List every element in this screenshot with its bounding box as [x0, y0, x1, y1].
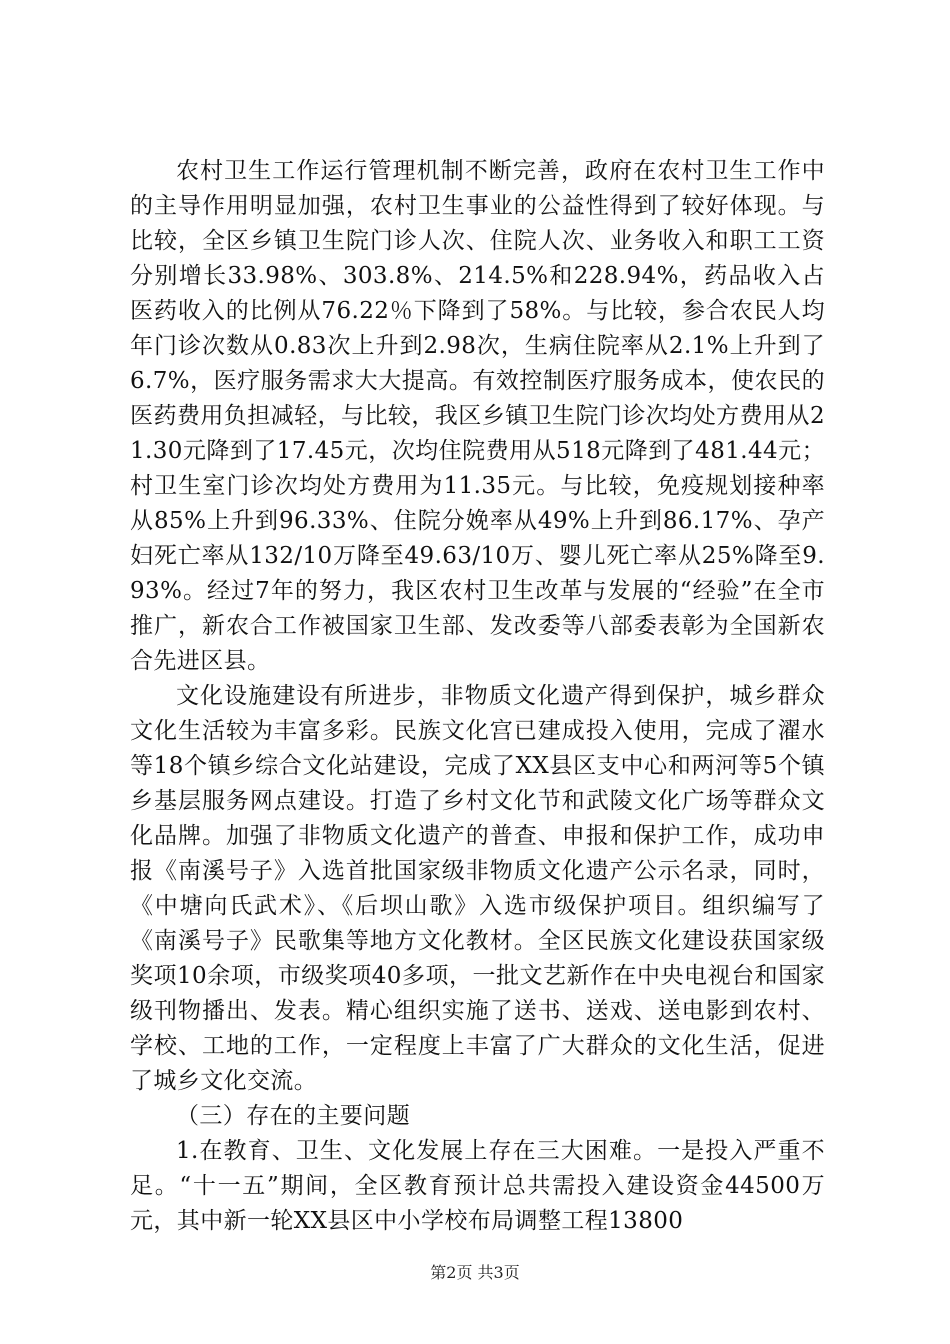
paragraph-culture: 文化设施建设有所进步，非物质文化遗产得到保护，城乡群众文化生活较为丰富多彩。民族文化宫已建成投入使用，完成了濯水等18个镇乡综合文化站建设，完成了XX县区支中心和两河等5个镇乡基层服务网点建设。打造了乡村文化节和武陵文化广场等群众文化品牌。加强了非物质文化遗产的普查、申报和保护工作，成功申报《南溪号子》入选首批国家级非物质文化遗产公示名录，同时，《中塘向氏武术》、《后坝山歌》入选市级保护项目。组织编写了《南溪号子》民歌集等地方文化教材。全区民族文化建设获国家级奖项10余项，市级奖项40多项，一批文艺新作在中央电视台和国家级刊物播出、发表。精心组织实施了送书、送戏、送电影到农村、学校、工地的工作，一定程度上丰富了广大群众的文化生活，促进了城乡文化交流。	[130, 683, 825, 1094]
paragraph-problems: 1.在教育、卫生、文化发展上存在三大困难。一是投入严重不足。“十一五”期间，全区教育预计总共需投入建设资金44500万元，其中新一轮XX县区中小学校布局调整工程13800	[130, 1138, 825, 1234]
document-body	[130, 154, 825, 1239]
section-heading: （三）存在的主要问题	[176, 1103, 410, 1129]
paragraph-rural-health: 农村卫生工作运行管理机制不断完善，政府在农村卫生工作中的主导作用明显加强，农村卫生事业的公益性得到了较好体现。与比较，全区乡镇卫生院门诊人次、住院人次、业务收入和职工工资分别增长33.98%、303.8%、214.5%和228.94%，药品收入占医药收入的比例从76.22％下降到了58%。与比较，参合农民人均年门诊次数从0.83次上升到2.98次，生病住院率从2.1%上升到了6.7%，医疗服务需求大大提高。有效控制医疗服务成本，使农民的医药费用负担减轻，与比较，我区乡镇卫生院门诊次均处方费用从21.30元降到了17.45元，次均住院费用从518元降到了481.44元；村卫生室门诊次均处方费用为11.35元。与比较，免疫规划接种率从85%上升到96.33%、住院分娩率从49%上升到86.17%、孕产妇死亡率从132/10万降至49.63/10万、婴儿死亡率从25%降至9.93%。经过7年的努力，我区农村卫生改革与发展的“经验”在全市推广，新农合工作被国家卫生部、发改委等八部委表彰为全国新农合先进区县。	[130, 158, 825, 674]
page-footer: 第2页 共3页	[430, 1263, 520, 1282]
